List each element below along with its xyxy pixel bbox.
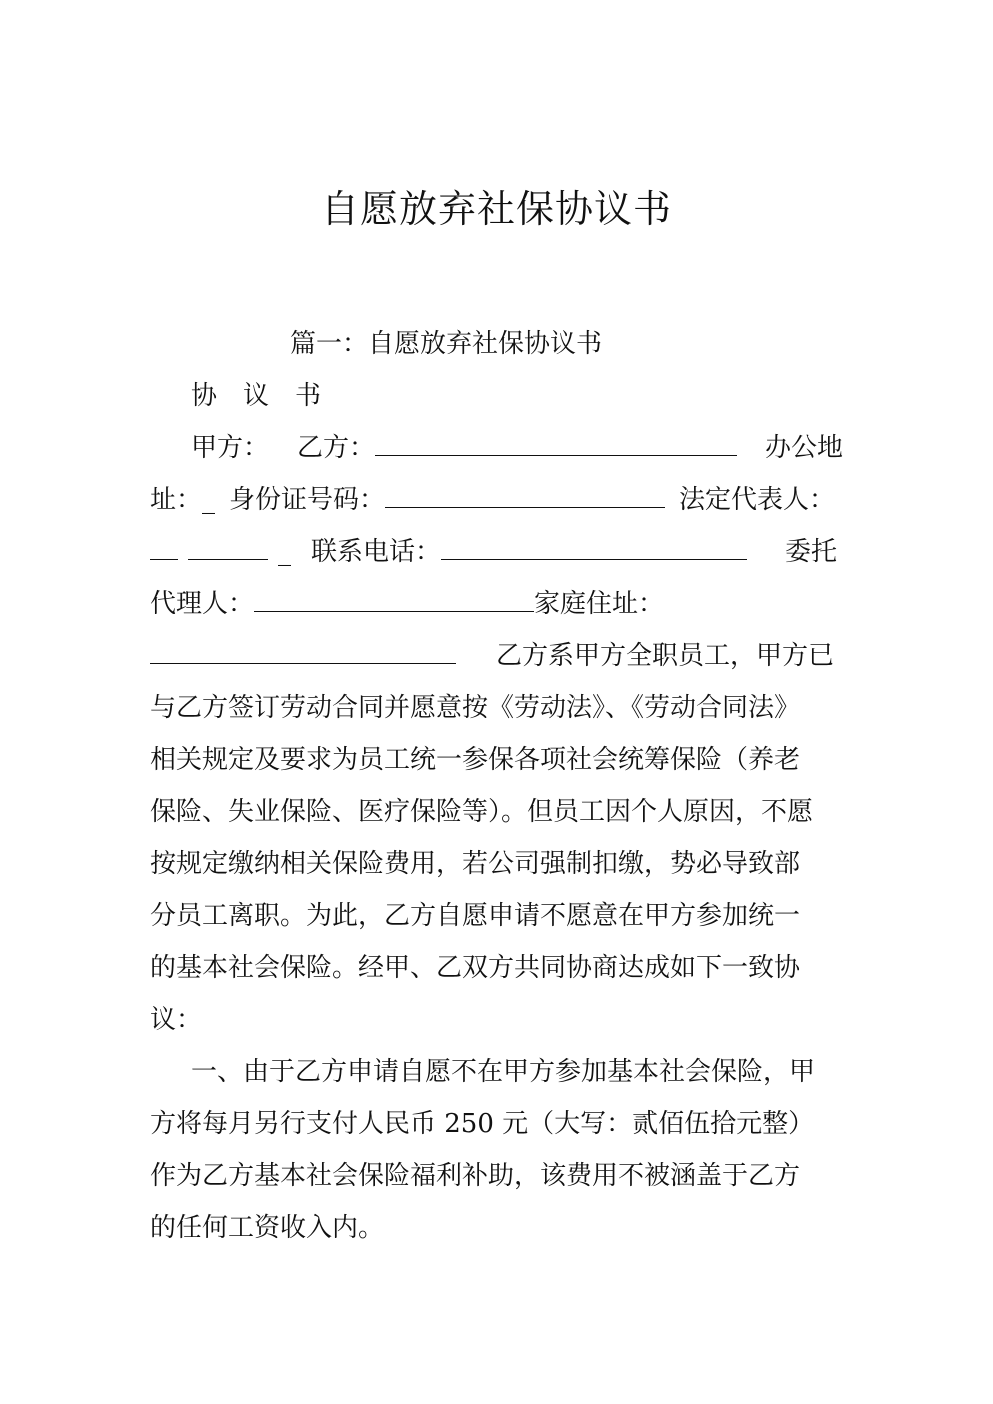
- parties-line-3: [150, 534, 843, 570]
- body-line-0: [150, 638, 843, 674]
- document-subtitle: 篇一：自愿放弃社保协议书: [290, 329, 603, 359]
- body-line-3: 保险、失业保险、医疗保险等）。但员工因个人原因，不愿: [150, 797, 814, 827]
- parties-line-1: [150, 430, 843, 466]
- id-number-label: 身份证号码：: [229, 485, 386, 515]
- party-b-label: 乙方：: [297, 433, 376, 463]
- clause-1-line-3: 的任何工资收入内。: [150, 1213, 385, 1243]
- home-address-blank: [150, 639, 456, 664]
- legal-rep-blank-1: [150, 535, 178, 560]
- agent-label-1: 委托: [785, 537, 838, 567]
- agent-label-2: 代理人：: [150, 589, 255, 619]
- clause-1-line-2: 作为乙方基本社会保险福利补助，该费用不被涵盖于乙方: [150, 1161, 801, 1191]
- parties-line-2: [150, 482, 843, 518]
- office-address-blank: _: [202, 485, 216, 515]
- body-text: 乙方系甲方全职员工，甲方已: [496, 641, 835, 671]
- legal-rep-label: 法定代表人：: [679, 485, 836, 515]
- body-line-6: 的基本社会保险。经甲、乙双方共同协商达成如下一致协: [150, 953, 801, 983]
- phone-label: 联系电话：: [311, 537, 442, 567]
- body-line-2: 相关规定及要求为员工统一参保各项社会统筹保险（养老: [150, 745, 801, 775]
- legal-rep-blank-3: _: [278, 537, 291, 567]
- clause-1-line-0: 一、由于乙方申请自愿不在甲方参加基本社会保险，甲: [191, 1057, 816, 1087]
- party-a-label: 甲方：: [191, 433, 270, 463]
- legal-rep-blank-2: [188, 535, 268, 560]
- parties-line-4: [150, 586, 843, 622]
- document-title: 自愿放弃社保协议书: [320, 187, 672, 231]
- phone-blank: [441, 535, 747, 560]
- clause-1-line-1: 方将每月另行支付人民币 250 元（大写：贰佰伍拾元整）: [150, 1109, 815, 1139]
- body-line-5: 分员工离职。为此，乙方自愿申请不愿意在甲方参加统一: [150, 901, 801, 931]
- body-line-1: 与乙方签订劳动合同并愿意按《劳动法》、《劳动合同法》: [150, 693, 801, 723]
- body-line-4: 按规定缴纳相关保险费用，若公司强制扣缴，势必导致部: [150, 849, 801, 879]
- party-b-blank: [375, 431, 737, 456]
- home-address-label: 家庭住址：: [534, 589, 665, 619]
- body-line-7: 议：: [150, 1005, 203, 1035]
- office-address-label-1: 办公地: [765, 433, 844, 463]
- agent-blank: [254, 587, 534, 612]
- office-address-label-2: 址：: [150, 485, 203, 515]
- id-number-blank: [385, 483, 665, 508]
- agreement-heading: 协 议 书: [191, 381, 322, 411]
